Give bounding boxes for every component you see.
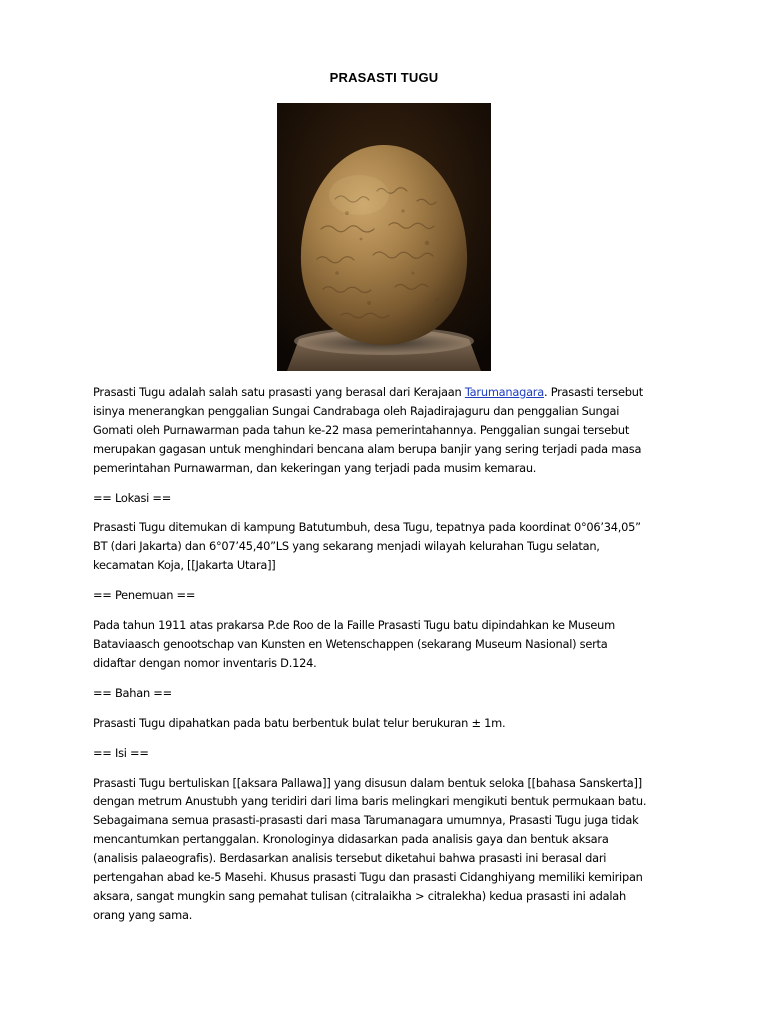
section-text-isi: Prasasti Tugu bertuliskan [[aksara Pallawa]] yang disusun dalam bentuk seloka [[bahasa Sanskerta]] dengan metrum Anustubh yang teridiri dari lima baris melingkari mengikuti bentuk permukaan batu. Sebagaimana semua prasasti-prasasti dari masa Tarumanagara umumnya, Prasasti Tugu juga tidak mencantumkan pertanggalan. Kronologinya didasarkan pada analisis gaya dan bentuk aksara (analisis palaeografis). Berdasarkan analisis tersebut diketahui bahwa prasasti ini berasal dari pertengahan abad ke-5 Masehi. Khusus prasasti Tugu dan prasasti Cidanghiyang memiliki kemiripan aksara, sangat mungkin sang pemahat tulisan (citralaikha > citralekha) kedua prasasti ini adalah orang yang sama. <box>93 775 647 922</box>
document-body <box>93 383 683 936</box>
section-heading-isi: == Isi == <box>93 745 149 760</box>
section-heading-penemuan: == Penemuan == <box>93 588 196 603</box>
intro-text-start: Prasasti Tugu adalah salah satu prasasti yang berasal dari Kerajaan <box>93 385 465 399</box>
section-heading-bahan: == Bahan == <box>93 685 172 700</box>
section-text-lokasi: Prasasti Tugu ditemukan di kampung Batutumbuh, desa Tugu, tepatnya pada koordinat 0°06’34,05” BT (dari Jakarta) dan 6°07’45,40”LS yang sekarang menjadi wilayah kelurahan Tugu selatan, kecamatan Koja, [[Jakarta Utara]] <box>93 520 641 573</box>
tarumanagara-link[interactable]: Tarumanagara <box>464 385 544 399</box>
section-text-bahan: Prasasti Tugu dipahatkan pada batu berbentuk bulat telur berukuran ± 1m. <box>93 715 506 730</box>
intro-paragraph <box>93 383 683 478</box>
document-title: PRASASTI TUGU <box>329 70 439 85</box>
inscribed-stone-photo-icon <box>277 103 491 371</box>
section-heading-lokasi: == Lokasi == <box>93 490 172 505</box>
intro-text-end: . Prasasti tersebut isinya menerangkan penggalian Sungai Candrabaga oleh Rajadirajaguru dan penggalian Sungai Gomati oleh Purnawarman pada tahun ke-22 masa pemerintahannya. Penggalian sungai tersebut merupakan gagasan untuk menghindari bencana alam berupa banjir yang sering terjadi pada masa pemerintahan Purnawarman, dan kekeringan yang terjadi pada musim kemarau. <box>93 385 643 475</box>
section-text-penemuan: Pada tahun 1911 atas prakarsa P.de Roo de la Faille Prasasti Tugu batu dipindahkan ke Museum Bataviaasch genootschap van Kunsten en Wetenschappen (sekarang Museum Nasional) serta didaftar dengan nomor inventaris D.124. <box>93 618 615 670</box>
